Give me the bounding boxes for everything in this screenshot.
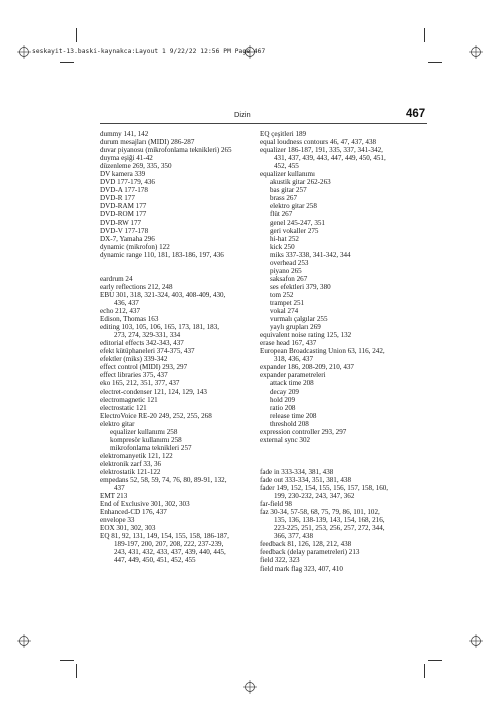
index-entry: vurmalı çalgılar 255 — [270, 315, 328, 324]
index-entry: effect control (MIDI) 293, 297 — [100, 363, 188, 372]
index-entry: efektler (miks) 339-342 — [100, 355, 168, 364]
registration-mark-left-icon — [17, 45, 31, 59]
index-entry: DVD-RW 177 — [100, 218, 142, 227]
index-entry: durum mesajları (MIDI) 286-287 — [100, 138, 195, 147]
index-entry: eardrum 24 — [100, 274, 133, 283]
index-entry: early reflections 212, 248 — [100, 282, 173, 291]
running-head — [0, 108, 500, 122]
index-entry: electret-condenser 121, 124, 129, 143 — [100, 387, 207, 396]
index-entry: equalizer kullanımı 258 — [110, 427, 178, 436]
index-entry: hold 209 — [270, 395, 296, 404]
index-entry: 366, 377, 438 — [274, 532, 314, 541]
print-slug: seskayit-13.baski-kaynakca:Layout 1 9/22/22 12:56 PM Page 467 — [32, 48, 266, 55]
index-entry: editing 103, 105, 106, 165, 173, 181, 183, — [100, 323, 220, 332]
index-entry: electromagnetic 121 — [100, 395, 158, 404]
crop-mark — [60, 660, 74, 661]
index-entry: DVD-RAM 177 — [100, 202, 147, 211]
index-entry: piyano 265 — [270, 266, 302, 275]
index-entry: erase head 167, 437 — [260, 339, 317, 348]
letter-gap — [100, 267, 255, 275]
crop-mark — [60, 62, 74, 63]
index-entry: equal loudness contours 46, 47, 437, 438 — [260, 138, 377, 147]
index-entry: 135, 136, 138-139, 143, 154, 168, 216, — [274, 516, 385, 525]
index-entry: EQ çeşitleri 189 — [260, 130, 307, 138]
index-entry: effect libraries 375, 437 — [100, 371, 168, 380]
page-number: 467 — [406, 108, 426, 120]
index-entry: End of Exclusive 301, 302, 303 — [100, 500, 190, 509]
letter-gap — [260, 444, 428, 452]
index-entry: 447, 449, 450, 451, 452, 455 — [114, 556, 196, 565]
index-entry: equivalent noise rating 125, 132 — [260, 331, 352, 340]
index-entry: EMT 213 — [100, 492, 128, 501]
index-entry: brass 267 — [270, 194, 297, 203]
index-entry: European Broadcasting Union 63, 116, 242, — [260, 347, 385, 356]
index-entry: DVD-ROM 177 — [100, 210, 147, 219]
index-entry: kick 250 — [270, 242, 295, 251]
letter-gap — [260, 460, 428, 468]
index-entry: expander parametreleri — [260, 371, 326, 380]
index-entry: mikrofonlama teknikleri 257 — [110, 443, 192, 452]
section-title: Dizin — [234, 110, 251, 119]
index-entry: hi-hat 252 — [270, 234, 299, 243]
index-entry: dynamic (mikrofon) 122 — [100, 242, 170, 251]
index-entry: düzenleme 269, 335, 350 — [100, 162, 172, 171]
index-entry: EQ 81, 92, 131, 149, 154, 155, 158, 186-187, — [100, 532, 229, 541]
index-entry: bas gitar 257 — [270, 186, 307, 195]
index-entry: equalizer kullanımı — [260, 170, 315, 179]
registration-mark-right-icon — [469, 45, 483, 59]
index-entry: elektronik zarf 33, 36 — [100, 459, 162, 468]
index-entry: EOX 301, 302, 303 — [100, 524, 156, 533]
letter-gap — [100, 259, 255, 267]
index-entry: expression controller 293, 297 — [260, 427, 347, 436]
index-entry: empedans 52, 58, 59, 74, 76, 80, 89-91, 132, — [100, 476, 227, 485]
index-entry: 189-197, 200, 207, 208, 222, 237-239, — [114, 540, 224, 549]
index-column-right — [260, 130, 428, 573]
index-entry: faz 30-34, 57-58, 68, 75, 79, 86, 101, 102, — [260, 508, 380, 517]
index-entry: EBU 301, 318, 321-324, 403, 408-409, 430, — [100, 290, 226, 299]
index-entry: threshold 208 — [270, 419, 309, 428]
index-entry: 452, 455 — [274, 162, 299, 171]
index-entry: duyma eşiği 41-42 — [100, 154, 153, 163]
index-entry: far-field 98 — [260, 500, 292, 509]
letter-gap — [260, 452, 428, 460]
crop-mark — [76, 664, 77, 678]
index-entry: 436, 437 — [114, 298, 139, 307]
index-entry: geri vokaller 275 — [270, 226, 319, 235]
index-entry: Enhanced-CD 176, 437 — [100, 508, 167, 517]
index-entry: flüt 267 — [270, 210, 293, 219]
index-entry: feedback (delay parametreleri) 213 — [260, 548, 360, 557]
index-entry: DVD-A 177-178 — [100, 186, 148, 195]
index-entry: external sync 302 — [260, 435, 311, 444]
header-rule — [100, 123, 427, 124]
index-entry: expander 186, 208-209, 210, 437 — [260, 363, 354, 372]
index-entry: DX-7, Yamaha 296 — [100, 234, 155, 243]
index-entry: dummy 141, 142 — [100, 130, 149, 138]
index-entry: electrostatic 121 — [100, 403, 147, 412]
registration-mark-bottom-right-icon — [469, 634, 483, 648]
index-entry: 243, 431, 432, 433, 437, 439, 440, 445, — [114, 548, 226, 557]
crop-mark — [424, 28, 425, 42]
index-entry: echo 212, 437 — [100, 307, 140, 316]
index-entry: 199, 230-232, 243, 347, 362 — [274, 492, 355, 501]
index-entry: efekt kütüphaneleri 374-375, 437 — [100, 347, 195, 356]
index-entry: field mark flag 323, 407, 410 — [260, 564, 343, 573]
index-entry: vokal 274 — [270, 307, 299, 316]
index-entry: 273, 274, 329-331, 334 — [114, 331, 181, 340]
crop-mark — [76, 28, 77, 42]
index-entry: release time 208 — [270, 411, 317, 420]
index-entry: 318, 436, 437 — [274, 355, 314, 364]
registration-mark-bottom-center-icon — [243, 680, 257, 694]
index-entry: 437 — [114, 484, 125, 493]
crop-mark — [424, 664, 425, 678]
index-entry: yaylı grupları 269 — [270, 323, 321, 332]
index-entry: editorial effects 342-343, 437 — [100, 339, 184, 348]
index-entry: DV kamera 339 — [100, 170, 146, 179]
index-entry: saksafon 267 — [270, 274, 308, 283]
index-entry: 431, 437, 439, 443, 447, 449, 450, 451, — [274, 154, 386, 163]
index-entry: fade out 333-334, 351, 381, 438 — [260, 476, 352, 485]
index-entry: genel 245-247, 351 — [270, 218, 325, 227]
index-entry: field 322, 323 — [260, 556, 300, 565]
index-entry: equalizer 186-187, 191, 335, 337, 341-342, — [260, 146, 383, 155]
registration-mark-bottom-left-icon — [17, 634, 31, 648]
crop-mark — [428, 660, 442, 661]
index-entry: ratio 208 — [270, 403, 296, 412]
index-entry: decay 209 — [270, 387, 299, 396]
index-entry: eko 165, 212, 351, 377, 437 — [100, 379, 180, 388]
index-column-left — [100, 130, 255, 565]
index-entry: DVD-V 177-178 — [100, 226, 149, 235]
index-entry: kompresör kullanımı 258 — [110, 435, 182, 444]
index-entry: elektro gitar 258 — [270, 202, 317, 211]
crop-mark — [428, 62, 442, 63]
index-entry: DVD-R 177 — [100, 194, 135, 203]
index-entry: elektrostatik 121-122 — [100, 467, 161, 476]
index-entry: fader 149, 152, 154, 155, 156, 157, 158, 160, — [260, 484, 389, 493]
index-entry: elektromanyetik 121, 122 — [100, 451, 173, 460]
index-entry: dynamic range 110, 181, 183-186, 197, 436 — [100, 250, 224, 259]
index-entry: elektro gitar — [100, 419, 135, 428]
index-entry: duvar piyanosu (mikrofonlama teknikleri) 265 — [100, 146, 232, 155]
index-entry: ses efektleri 379, 380 — [270, 282, 331, 291]
index-entry: Edison, Thomas 163 — [100, 315, 159, 324]
index-entry: feedback 81, 126, 128, 212, 438 — [260, 540, 352, 549]
index-entry: overhead 253 — [270, 258, 309, 267]
index-entry: envelope 33 — [100, 516, 135, 525]
index-entry: 223-225, 251, 253, 256, 257, 272, 344, — [274, 524, 385, 533]
index-entry: DVD 177-179, 436 — [100, 178, 155, 187]
index-entry: miks 337-338, 341-342, 344 — [270, 250, 351, 259]
index-entry: attack time 208 — [270, 379, 314, 388]
index-entry: tom 252 — [270, 290, 294, 299]
index-entry: fade in 333-334, 381, 438 — [260, 467, 334, 476]
index-entry: akustik gitar 262-263 — [270, 178, 331, 187]
index-entry: ElectroVoice RE-20 249, 252, 255, 268 — [100, 411, 212, 420]
index-entry: trampet 251 — [270, 298, 305, 307]
